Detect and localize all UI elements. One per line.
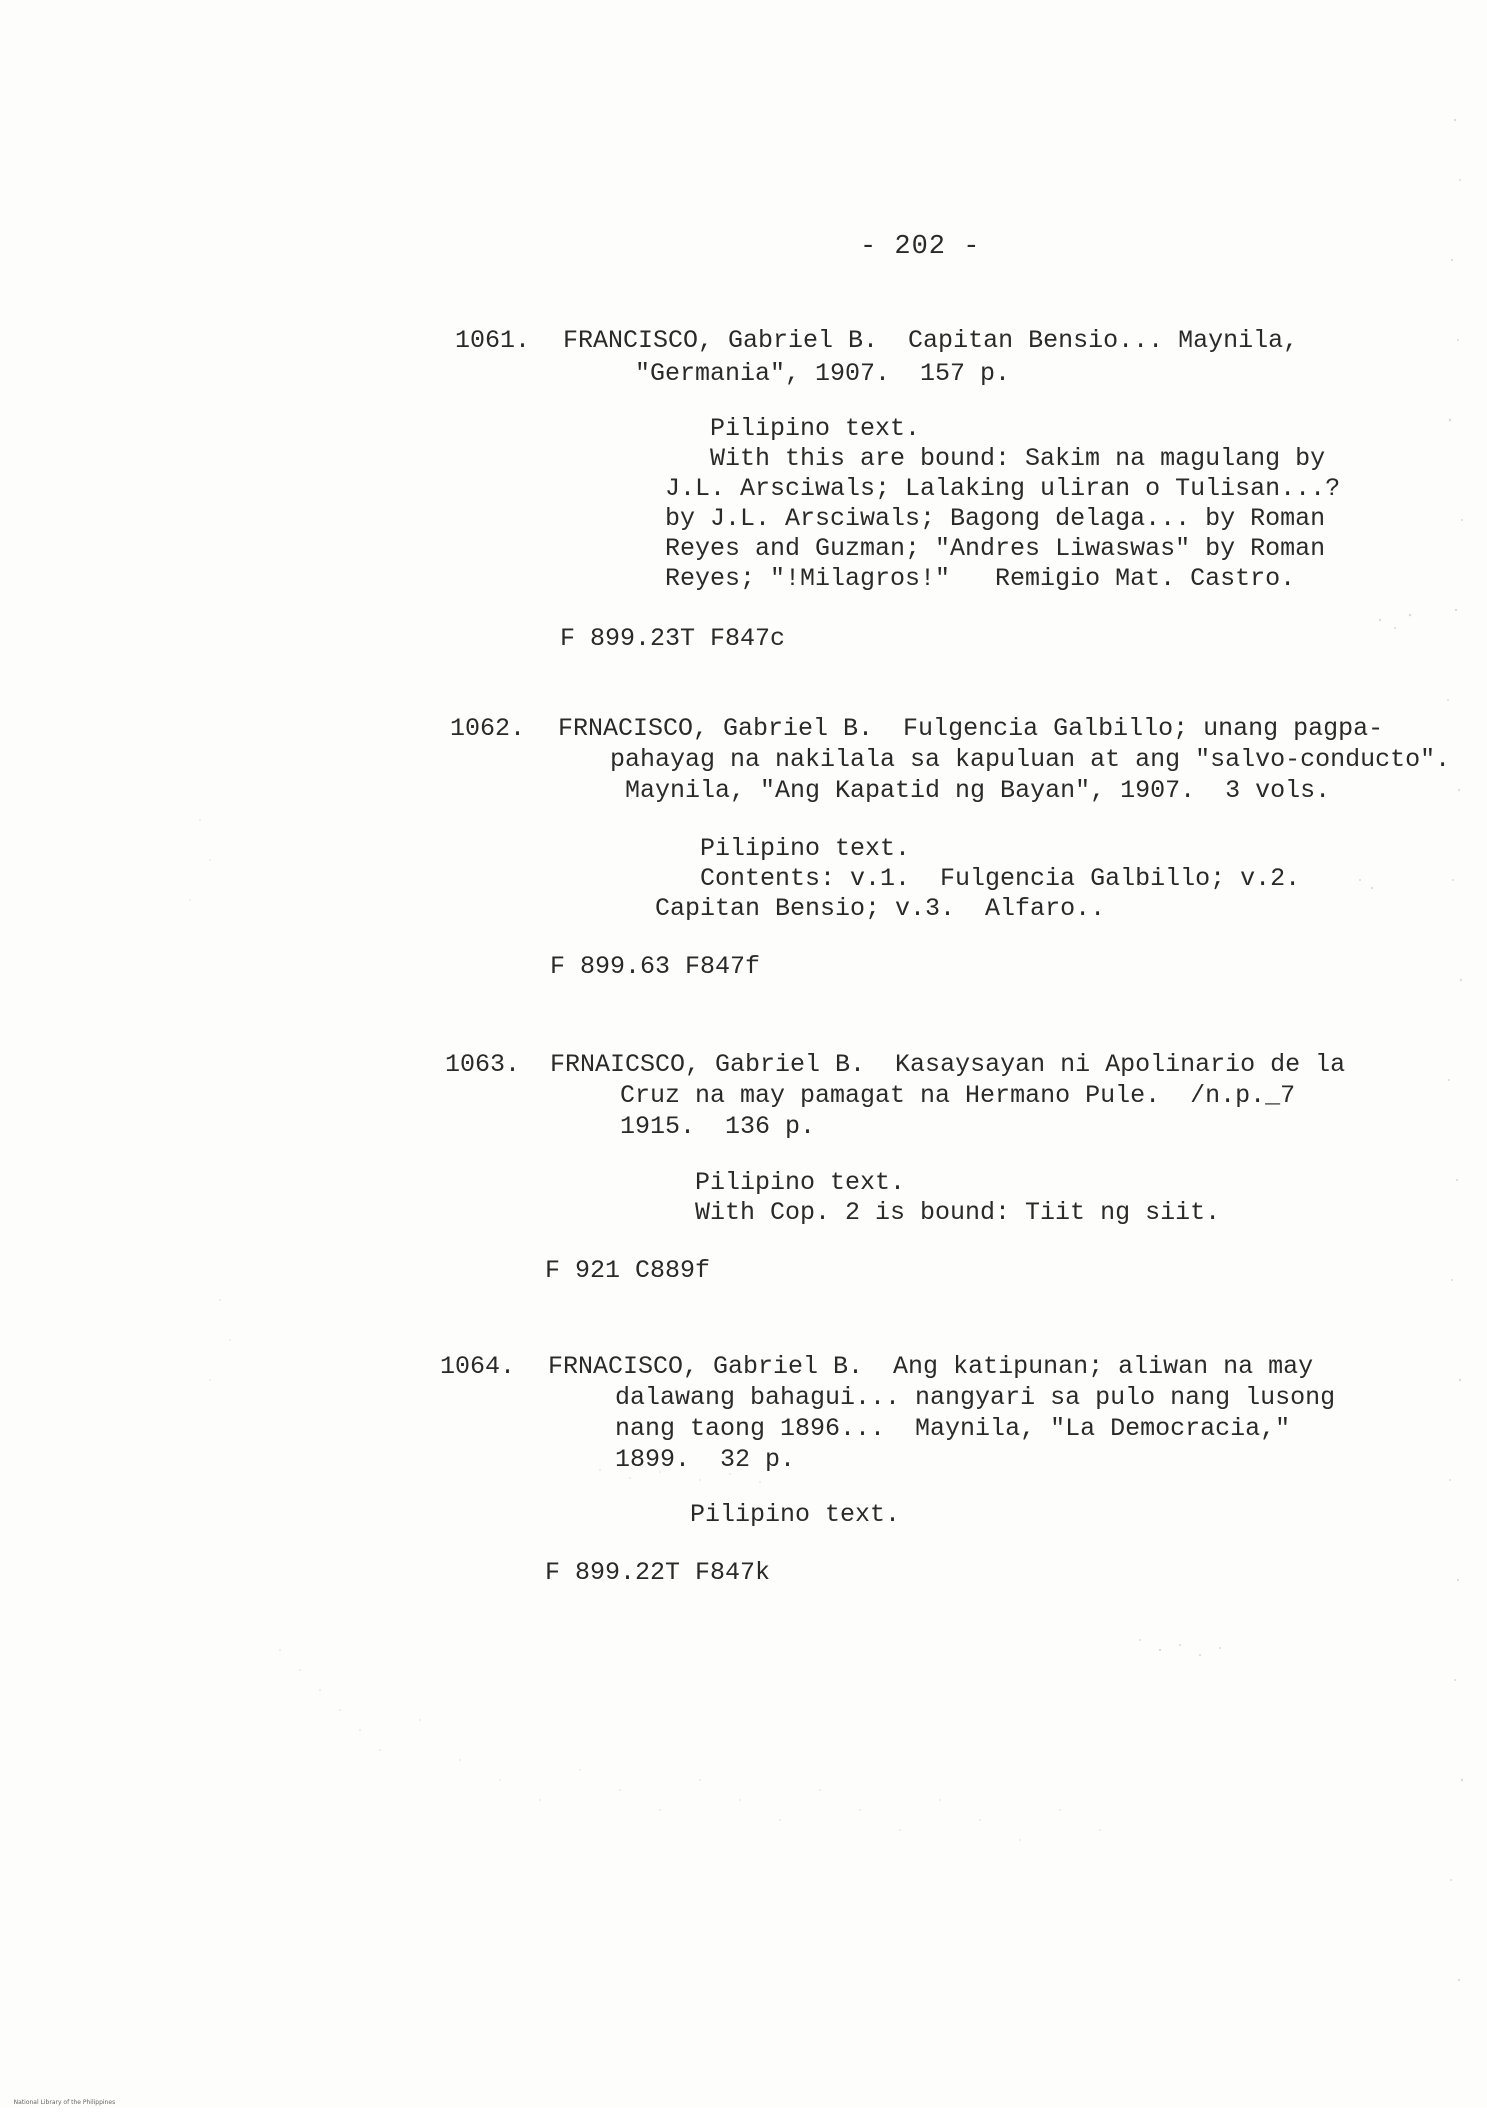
entry-note-line: Reyes; "!Milagros!" Remigio Mat. Castro. bbox=[665, 564, 1296, 593]
catalog-entry-1063 bbox=[445, 1048, 1346, 1345]
entry-note-line: Capitan Bensio; v.3. Alfaro.. bbox=[655, 894, 1106, 923]
entry-number: 1062. bbox=[450, 714, 526, 743]
catalog-entry-1064 bbox=[440, 1350, 1336, 1647]
call-number: F 899.22T F847k bbox=[545, 1558, 771, 1587]
entry-number: 1063. bbox=[445, 1050, 521, 1079]
entry-heading-line: FRANCISCO, Gabriel B. Capitan Bensio... Maynila, bbox=[563, 326, 1299, 355]
call-number: F 921 C889f bbox=[545, 1256, 711, 1285]
entry-note-line: Pilipino text. bbox=[710, 414, 921, 443]
entry-note-line: With Cop. 2 is bound: Tiit ng siit. bbox=[695, 1198, 1221, 1227]
scan-footer bbox=[6, 2092, 145, 2113]
entry-heading-line: FRNAICSCO, Gabriel B. Kasaysayan ni Apolinario de la bbox=[550, 1050, 1346, 1079]
entry-heading-line: 1899. 32 p. bbox=[615, 1445, 796, 1474]
page-number: - 202 - bbox=[860, 232, 981, 262]
catalog-entry-1062 bbox=[450, 712, 1451, 1042]
entry-heading-line: FRNACISCO, Gabriel B. Fulgencia Galbillo; unang pagpa- bbox=[558, 714, 1384, 743]
entry-heading-line: nang taong 1896... Maynila, "La Democracia," bbox=[615, 1414, 1291, 1443]
entry-heading-line: Maynila, "Ang Kapatid ng Bayan", 1907. 3 vols. bbox=[625, 776, 1331, 805]
entry-note-line: With this are bound: Sakim na magulang by bbox=[710, 444, 1326, 473]
entry-note-line: J.L. Arsciwals; Lalaking uliran o Tulisan...? bbox=[665, 474, 1341, 503]
entry-number: 1064. bbox=[440, 1352, 516, 1381]
catalog-entry-1061 bbox=[455, 324, 1341, 720]
entry-note-line: Pilipino text. bbox=[690, 1500, 901, 1529]
entry-heading-line: "Germania", 1907. 157 p. bbox=[635, 359, 1011, 388]
call-number: F 899.23T F847c bbox=[560, 624, 786, 653]
entry-heading-line: FRNACISCO, Gabriel B. Ang katipunan; aliwan na may bbox=[548, 1352, 1314, 1381]
entry-heading-line: Cruz na may pamagat na Hermano Pule. /n.p._7 bbox=[620, 1081, 1296, 1110]
entry-heading-line: pahayag na nakilala sa kapuluan at ang "salvo-conducto". bbox=[610, 745, 1451, 774]
entry-note-line: Pilipino text. bbox=[700, 834, 911, 863]
footer-institution: National Library of the Philippines bbox=[13, 2099, 116, 2106]
entry-note-line: Pilipino text. bbox=[695, 1168, 906, 1197]
entry-heading-line: dalawang bahagui... nangyari sa pulo nang lusong bbox=[615, 1383, 1336, 1412]
entry-note-line: Contents: v.1. Fulgencia Galbillo; v.2. bbox=[700, 864, 1301, 893]
call-number: F 899.63 F847f bbox=[550, 952, 761, 981]
entry-heading-line: 1915. 136 p. bbox=[620, 1112, 816, 1141]
entry-note-line: Reyes and Guzman; "Andres Liwaswas" by Roman bbox=[665, 534, 1326, 563]
entry-number: 1061. bbox=[455, 326, 531, 355]
entry-note-line: by J.L. Arsciwals; Bagong delaga... by Roman bbox=[665, 504, 1326, 533]
